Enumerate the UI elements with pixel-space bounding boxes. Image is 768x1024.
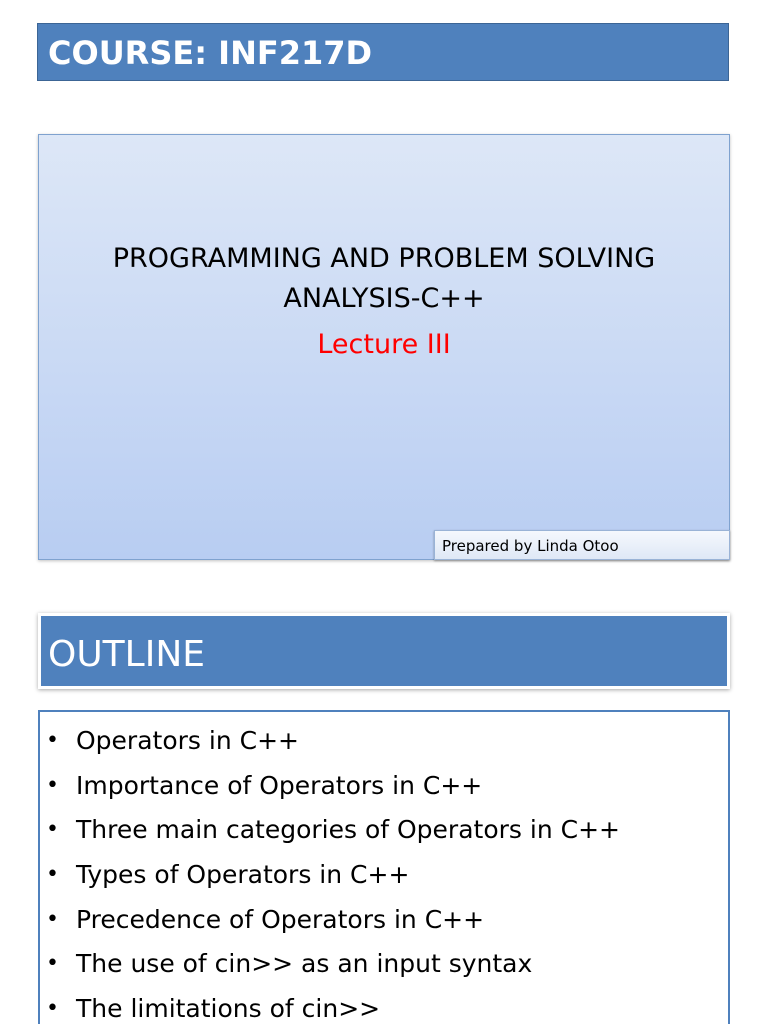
bullet-icon: •	[46, 772, 59, 798]
bullet-icon: •	[46, 995, 59, 1021]
outline-list	[46, 718, 620, 1024]
bullet-icon: •	[46, 817, 59, 843]
prepared-by-box	[434, 530, 730, 560]
bullet-icon: •	[46, 861, 59, 887]
list-item	[46, 718, 620, 763]
outline-banner-fill	[41, 616, 727, 686]
list-item	[46, 897, 620, 942]
title-slide	[38, 134, 730, 560]
course-banner	[37, 23, 729, 81]
outline-item-text: Importance of Operators in C++	[76, 770, 483, 800]
outline-item-text: Three main categories of Operators in C++	[76, 815, 620, 845]
prepared-by-text: Prepared by Linda Otoo	[442, 537, 619, 555]
bullet-icon: •	[46, 727, 59, 753]
list-item	[46, 986, 620, 1024]
outline-item-text: Types of Operators in C++	[76, 859, 410, 889]
list-item	[46, 807, 620, 852]
course-name-line-2: ANALYSIS-C++	[283, 283, 485, 314]
bullet-icon: •	[46, 951, 59, 977]
course-name-line-1: PROGRAMMING AND PROBLEM SOLVING	[112, 243, 656, 274]
course-title: COURSE: INF217D	[48, 34, 373, 72]
course-name	[39, 239, 729, 319]
outline-title: OUTLINE	[48, 634, 206, 675]
outline-box	[38, 710, 730, 1024]
outline-item-text: Operators in C++	[76, 725, 299, 755]
outline-banner	[38, 613, 730, 689]
list-item	[46, 852, 620, 897]
list-item	[46, 941, 620, 986]
lecture-label: Lecture III	[317, 329, 451, 360]
bullet-icon: •	[46, 906, 59, 932]
list-item	[46, 763, 620, 808]
outline-item-text: Precedence of Operators in C++	[76, 904, 485, 934]
outline-item-text: The limitations of cin>>	[76, 993, 381, 1023]
outline-item-text: The use of cin>> as an input syntax	[76, 949, 533, 979]
